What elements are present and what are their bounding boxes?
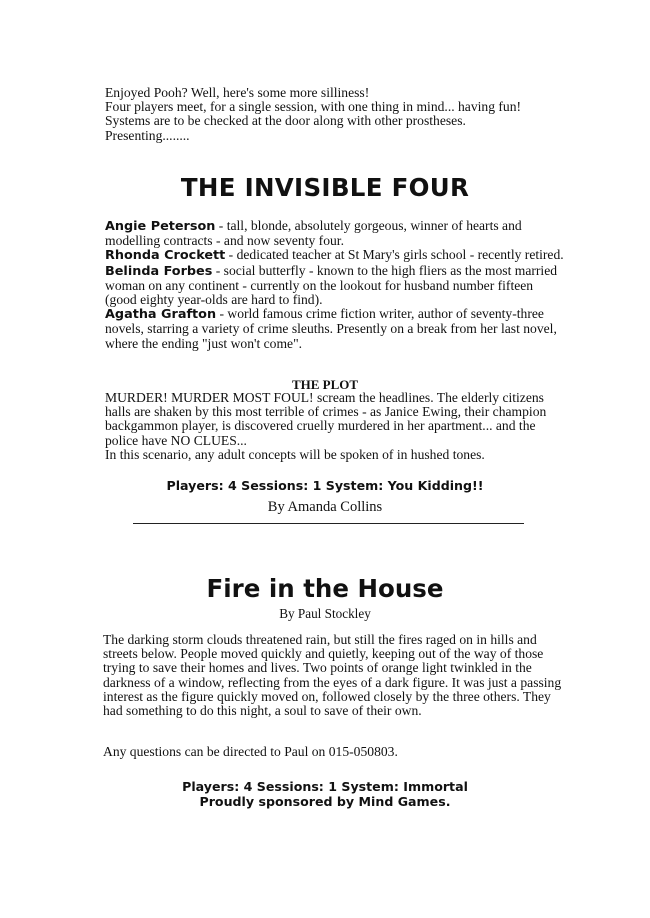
story-text: The darking storm clouds threatened rain, but still the fires raged on in hills and streets below. People moved quickly and quietly, keeping out of the way of those trying to save their homes and lives. Two points of orange light twinkled in the darkness of a window, reflecting from the eyes of a dark figure. It was just a passing interest as the figure quickly moved on, followed closely by the three others. They had something to do this night, a soul to save of their own. [103, 632, 562, 719]
game2-byline: By Paul Stockley [279, 606, 371, 621]
intro-line: Systems are to be checked at the door along with other prostheses. [105, 113, 466, 129]
game1-stats: Players: 4 Sessions: 1 System: You Kidding!! [166, 478, 484, 493]
game2-stats: Players: 4 Sessions: 1 System: Immortal [182, 779, 468, 794]
character-desc: - tall, blonde, absolutely gorgeous, winner of hearts and modelling contracts - and now seventy four. [105, 218, 522, 249]
intro-line: Presenting........ [105, 127, 190, 143]
character-name: Rhonda Crockett [105, 248, 226, 264]
intro-line: Four players meet, for a single session, with one thing in mind... having fun! [105, 99, 522, 115]
game2-stats-block [0, 779, 650, 809]
plot-section [105, 391, 565, 462]
character-entry [105, 307, 565, 351]
questions-text: Any questions can be directed to Paul on 015-050803. [103, 744, 398, 759]
plot-heading: THE PLOT [291, 377, 359, 392]
intro-paragraph [105, 86, 565, 143]
game2-questions [103, 745, 565, 759]
character-entry [105, 264, 565, 308]
game2-story [103, 633, 565, 718]
game1-title: THE INVISIBLE FOUR [180, 173, 470, 202]
character-name: Agatha Grafton [105, 307, 217, 323]
character-entry [105, 248, 565, 263]
character-name: Belinda Forbes [105, 263, 213, 279]
plot-text: MURDER! MURDER MOST FOUL! scream the headlines. The elderly citizens halls are shaken by this most terrible of crimes - as Janice Ewing, their champion backgammon player, is discovered cruelly murdered in her apartment... and the police have NO CLUES... [105, 390, 547, 448]
game2-sponsor: Proudly sponsored by Mind Games. [199, 794, 451, 809]
game2-title: Fire in the House [206, 574, 444, 603]
plot-note: In this scenario, any adult concepts will be spoken of in hushed tones. [105, 446, 485, 462]
character-desc: - social butterfly - known to the high fliers as the most married woman on any continent - currently on the lookout for husband number fifteen (good eighty year-olds are hard to find). [105, 262, 558, 308]
character-desc: - world famous crime fiction writer, author of seventy-three novels, starring a variety of crime sleuths. Presently on a break from her last novel, where the ending "just won't come". [105, 306, 557, 351]
intro-line: Enjoyed Pooh? Well, here's some more silliness! [105, 85, 370, 100]
character-list [105, 219, 565, 351]
character-entry [105, 219, 565, 248]
game1-byline: By Amanda Collins [267, 499, 383, 515]
section-divider [133, 523, 524, 524]
character-name: Angie Peterson [105, 219, 216, 234]
character-desc: - dedicated teacher at St Mary's girls school - recently retired. [225, 247, 564, 263]
